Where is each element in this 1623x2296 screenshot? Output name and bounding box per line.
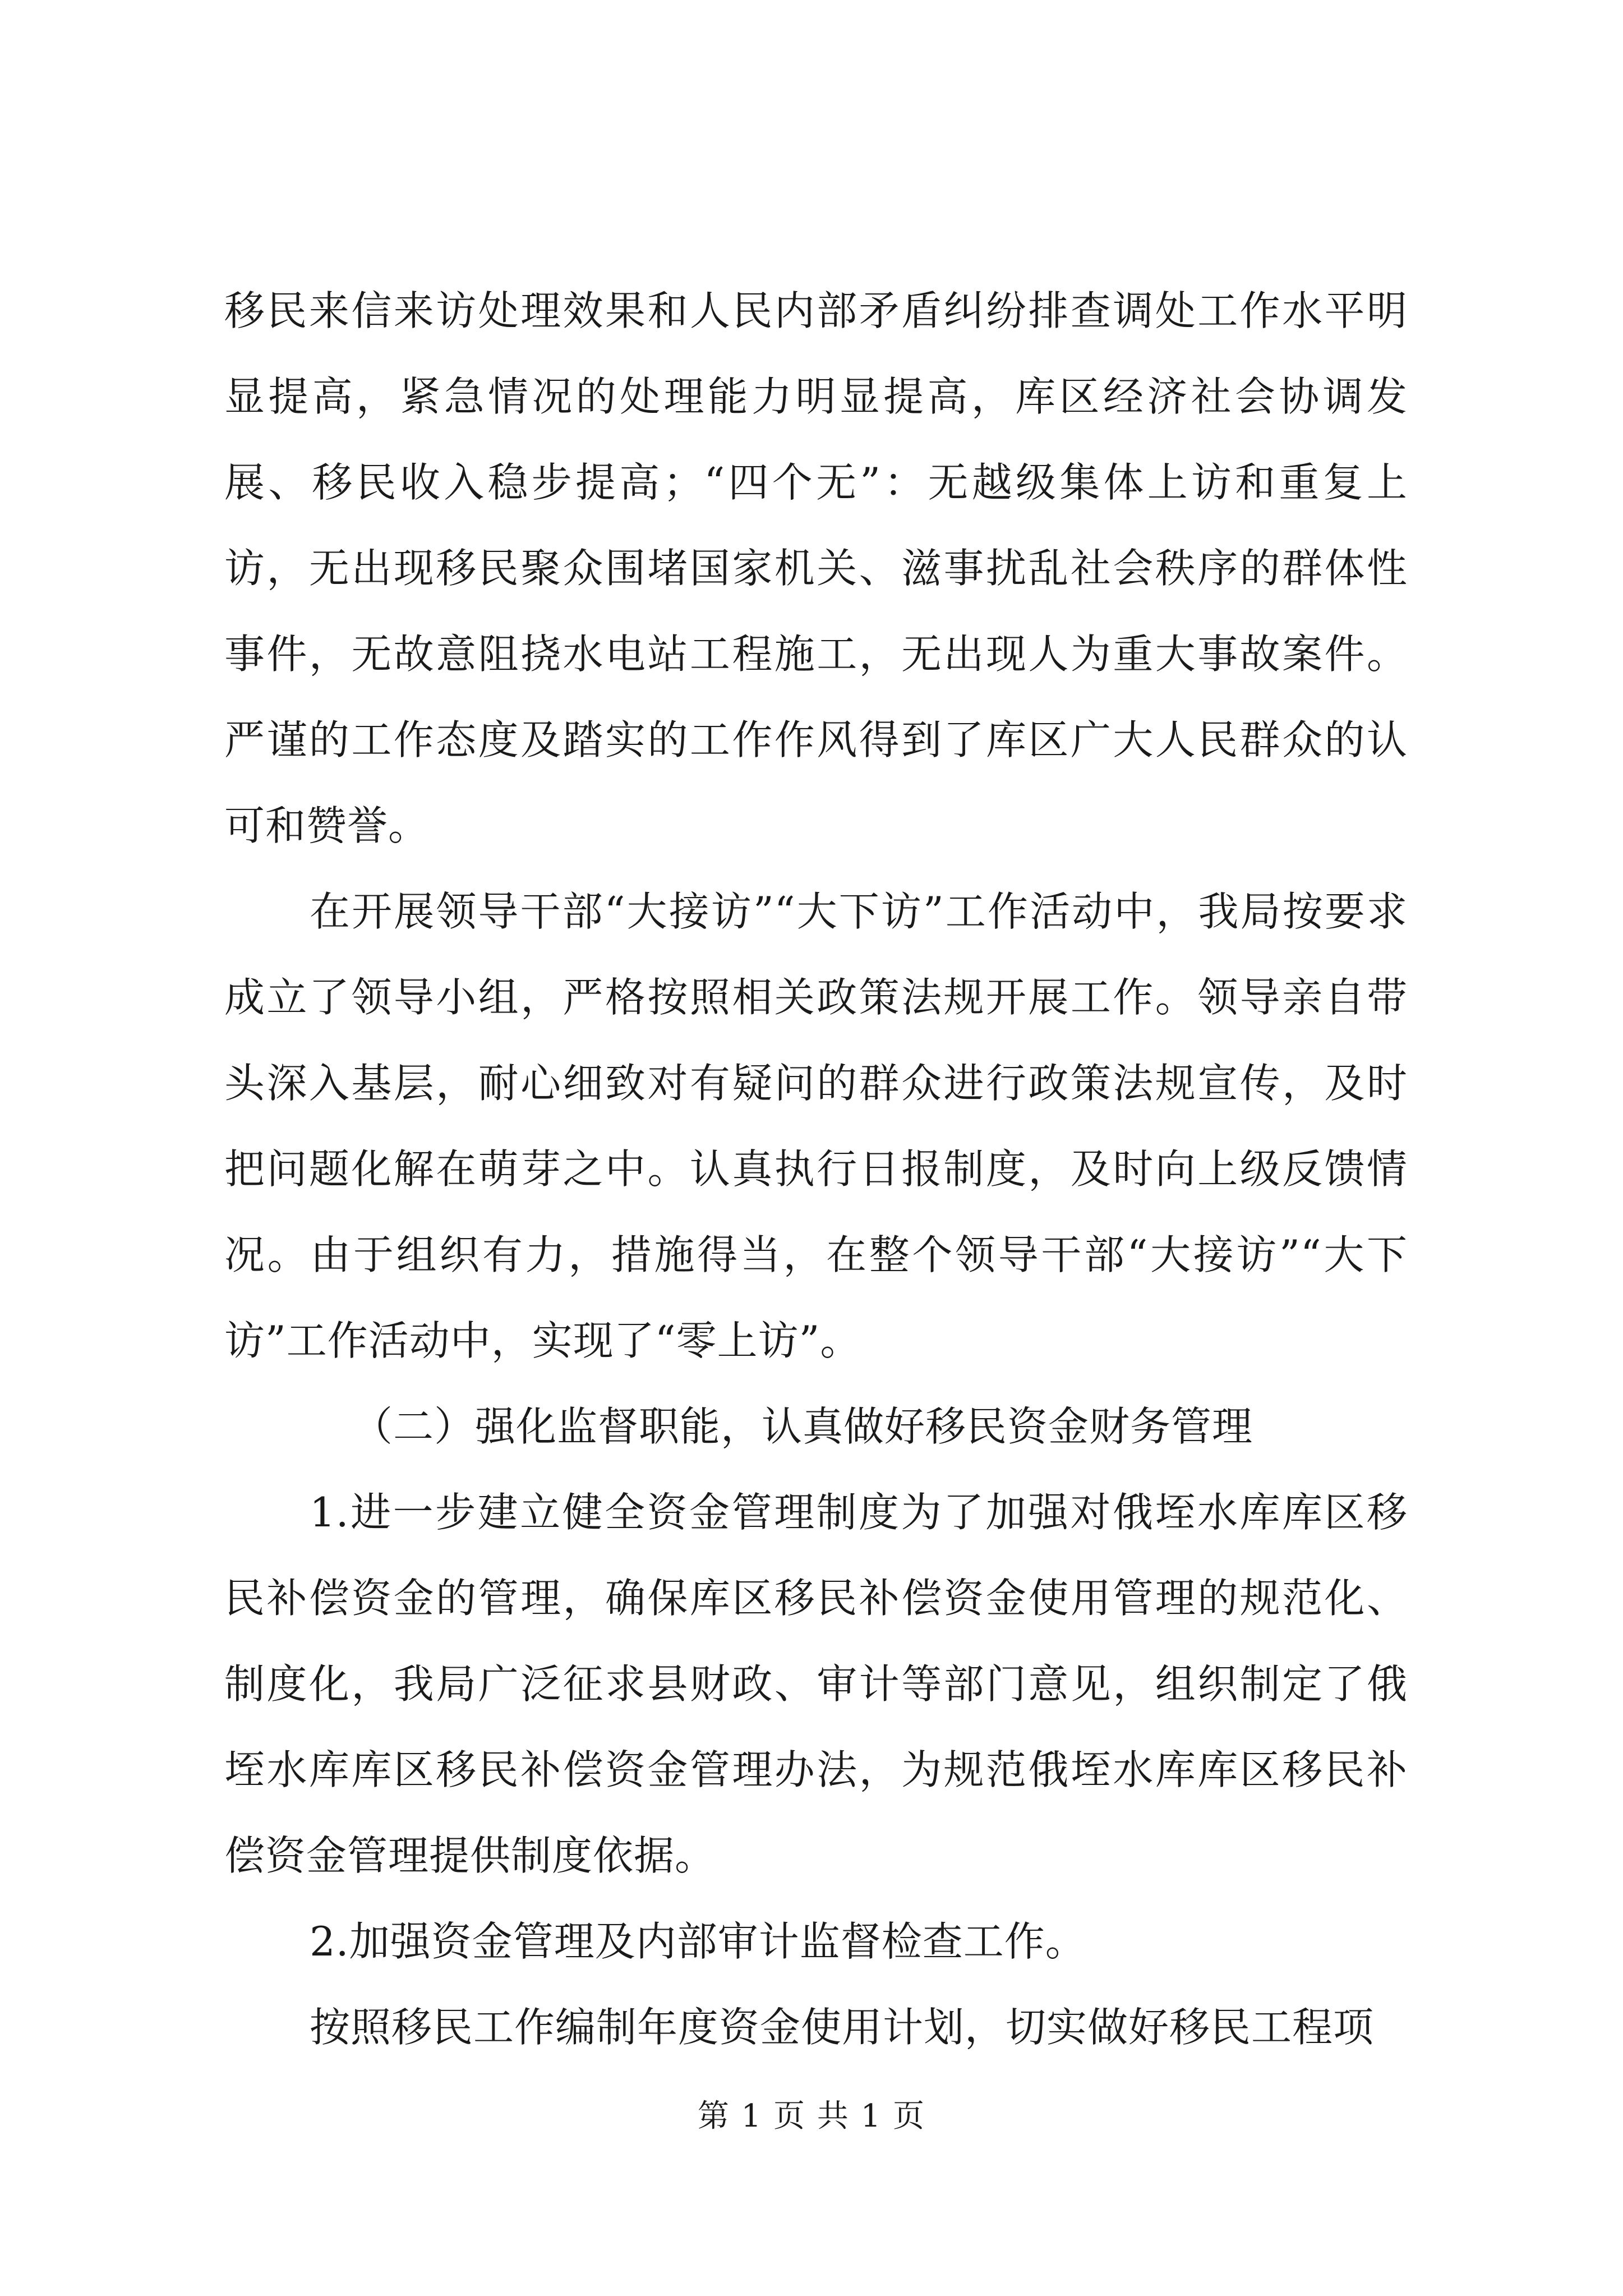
section-heading-fund-management: （二）强化监督职能，认真做好移民资金财务管理 [352,1403,1253,1450]
paragraph-fund-system: 1.进一步建立健全资金管理制度为了加强对俄垤水库库区移民补偿资金的管理，确保库区移民补偿资金使用管理的规范化、制度化，我局广泛征求县财政、审计等部门意见，组织制定了俄垤水库库区移民补偿资金管理办法，为规范俄垤水库库区移民补偿资金管理提供制度依据。 [224,1489,1408,1879]
paragraph-audit-supervision: 2.加强资金管理及内部审计监督检查工作。 [310,1918,1086,1965]
paragraph-grand-visit-activity: 在开展领导干部“大接访”“大下访”工作活动中，我局按要求成立了领导小组，严格按照相关政策法规开展工作。领导亲自带头深入基层，耐心细致对有疑问的群众进行政策法规宣传，及时把问题化解在萌芽之中。认真执行日报制度，及时向上级反馈情况。由于组织有力，措施得当，在整个领导干部“大接访”“大下访”工作活动中，实现了“零上访”。 [224,888,1408,1364]
page-footer: 第 1 页 共 1 页 [697,2098,926,2134]
paragraph-petition-results: 移民来信来访处理效果和人民内部矛盾纠纷排查调处工作水平明显提高，紧急情况的处理能力明显提高，库区经济社会协调发展、移民收入稳步提高；“四个无”：无越级集体上访和重复上访，无出现移民聚众围堵国家机关、滋事扰乱社会秩序的群体性事件，无故意阻挠水电站工程施工，无出现人为重大事故案件。严谨的工作态度及踏实的工作作风得到了库区广大人民群众的认可和赞誉。 [224,287,1408,849]
paragraph-annual-plan: 按照移民工作编制年度资金使用计划，切实做好移民工程项 [310,2004,1375,2051]
document-body [224,268,1408,2070]
